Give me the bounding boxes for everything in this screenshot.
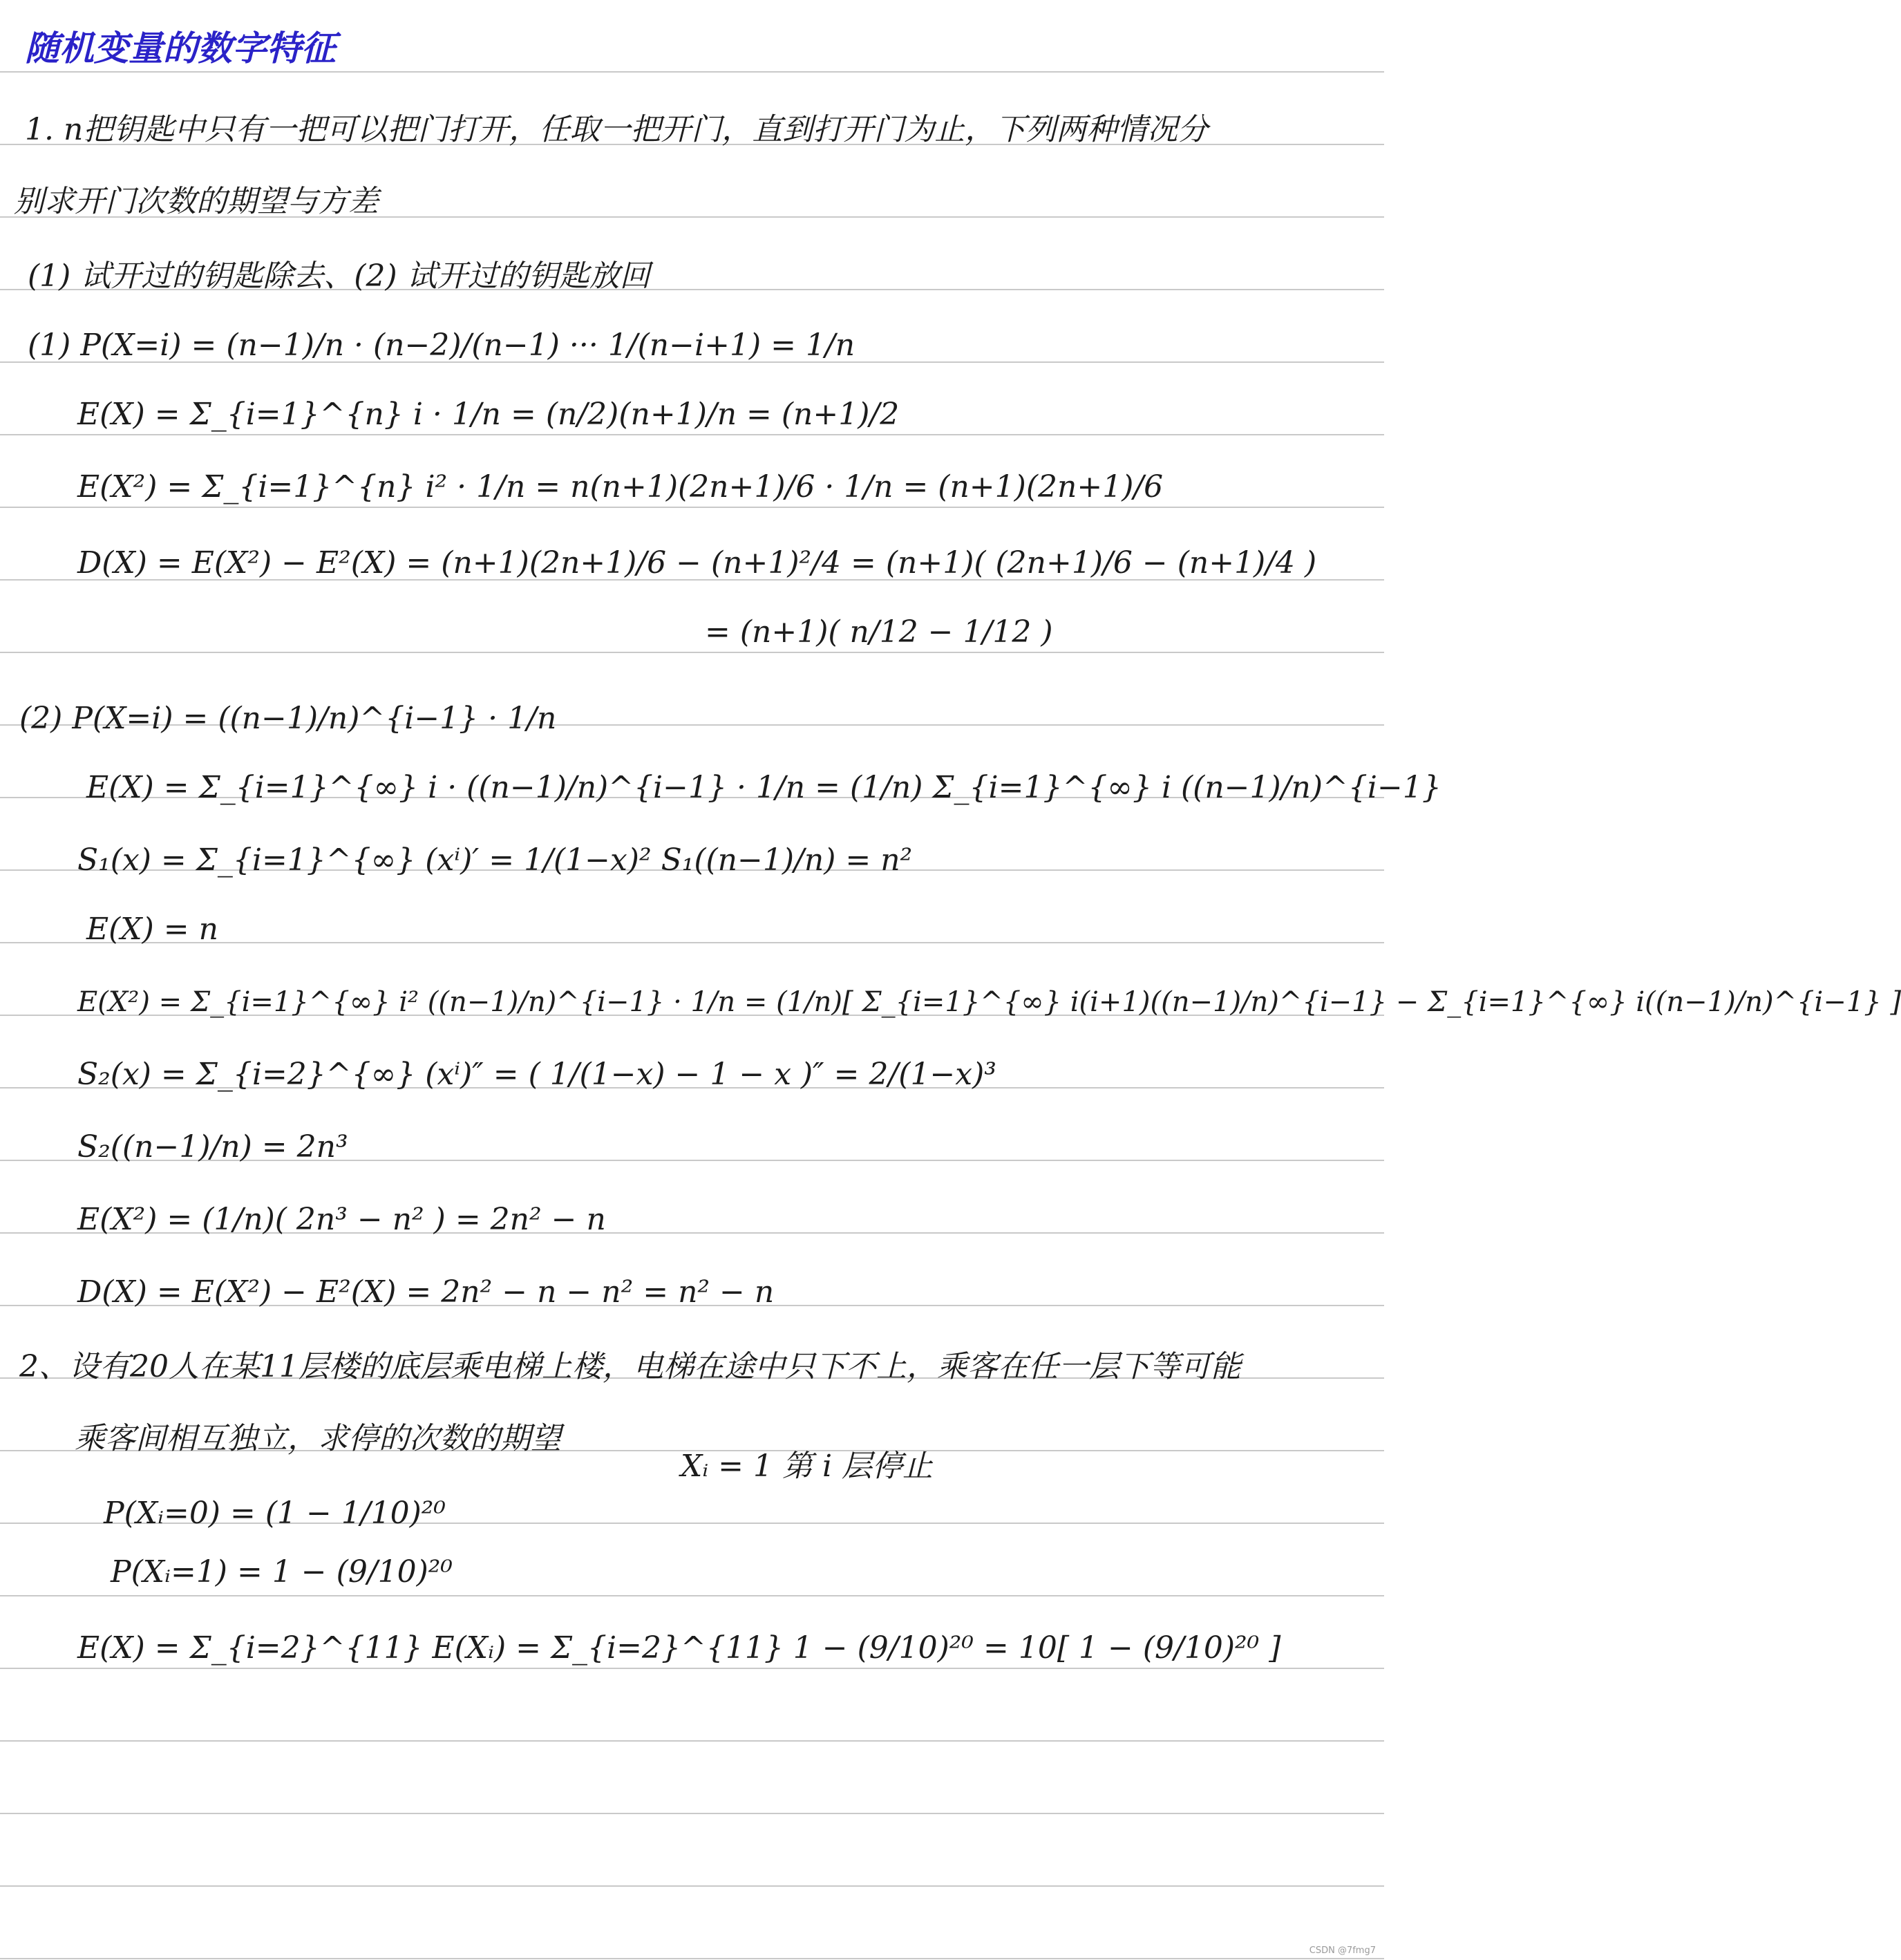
sol2-variance: D(X) = E(X²) − E²(X) = 2n² − n − n² = n² − n	[77, 1274, 775, 1310]
sol1-second-moment: E(X²) = Σ_{i=1}^{n} i² · 1/n = n(n+1)(2n+1)/6 · 1/n = (n+1)(2n+1)/6	[77, 469, 1164, 505]
problem2-p-zero: P(Xᵢ=0) = (1 − 1/10)²⁰	[104, 1496, 446, 1531]
sol2-expectation: E(X) = Σ_{i=1}^{∞} i · ((n−1)/n)^{i−1} · 1/n = (1/n) Σ_{i=1}^{∞} i ((n−1)/n)^{i−1}	[86, 770, 1441, 805]
problem2-p-one: P(Xᵢ=1) = 1 − (9/10)²⁰	[111, 1554, 453, 1590]
sol1-variance-result: = (n+1)( n/12 − 1/12 )	[705, 614, 1053, 650]
sol1-variance: D(X) = E(X²) − E²(X) = (n+1)(2n+1)/6 − (n+1)²/4 = (n+1)( (2n+1)/6 − (n+1)/4 )	[77, 545, 1317, 581]
sol2-series-s2-value: S₂((n−1)/n) = 2n³	[77, 1129, 348, 1165]
problem1-statement-line2: 别求开门次数的期望与方差	[14, 184, 379, 219]
sol1-probability: (1) P(X=i) = (n−1)/n · (n−2)/(n−1) ··· 1/(n−i+1) = 1/n	[28, 328, 855, 363]
sol2-second-moment-result: E(X²) = (1/n)( 2n³ − n² ) = 2n² − n	[77, 1202, 606, 1237]
sol2-second-moment: E(X²) = Σ_{i=1}^{∞} i² ((n−1)/n)^{i−1} · 1/n = (1/n)[ Σ_{i=1}^{∞} i(i+1)((n−1)/n)^{i−1} − Σ_{i=1}^{∞} i((n−1)/n)^{i−1} ]	[77, 986, 1901, 1018]
problem2-indicator-note: Xᵢ = 1 第 i 层停止	[681, 1449, 934, 1484]
sol2-expectation-result: E(X) = n	[86, 912, 218, 947]
sol2-series-s2: S₂(x) = Σ_{i=2}^{∞} (xⁱ)″ = ( 1/(1−x) − 1 − x )″ = 2/(1−x)³	[77, 1057, 996, 1092]
sol2-series-s1: S₁(x) = Σ_{i=1}^{∞} (xⁱ)′ = 1/(1−x)² S₁((n−1)/n) = n²	[77, 842, 913, 878]
sol1-expectation: E(X) = Σ_{i=1}^{n} i · 1/n = (n/2)(n+1)/n = (n+1)/2	[77, 397, 900, 432]
page-title: 随机变量的数字特征	[25, 28, 336, 68]
watermark: CSDN @7fmg7	[1309, 1945, 1376, 1956]
problem2-statement-line2: 乘客间相互独立，求停的次数的期望	[75, 1421, 561, 1456]
problem1-cases: (1) 试开过的钥匙除去、(2) 试开过的钥匙放回	[28, 258, 650, 294]
problem2-expectation: E(X) = Σ_{i=2}^{11} E(Xᵢ) = Σ_{i=2}^{11} 1 − (9/10)²⁰ = 10[ 1 − (9/10)²⁰ ]	[77, 1630, 1281, 1666]
problem2-statement-line1: 2、设有20人在某11层楼的底层乘电梯上楼，电梯在途中只下不上，乘客在任一层下等可能	[19, 1349, 1241, 1384]
problem1-statement-line1: 1. n把钥匙中只有一把可以把门打开，任取一把开门，直到打开门为止，下列两种情况分	[25, 112, 1209, 147]
sol2-probability: (2) P(X=i) = ((n−1)/n)^{i−1} · 1/n	[19, 701, 557, 736]
